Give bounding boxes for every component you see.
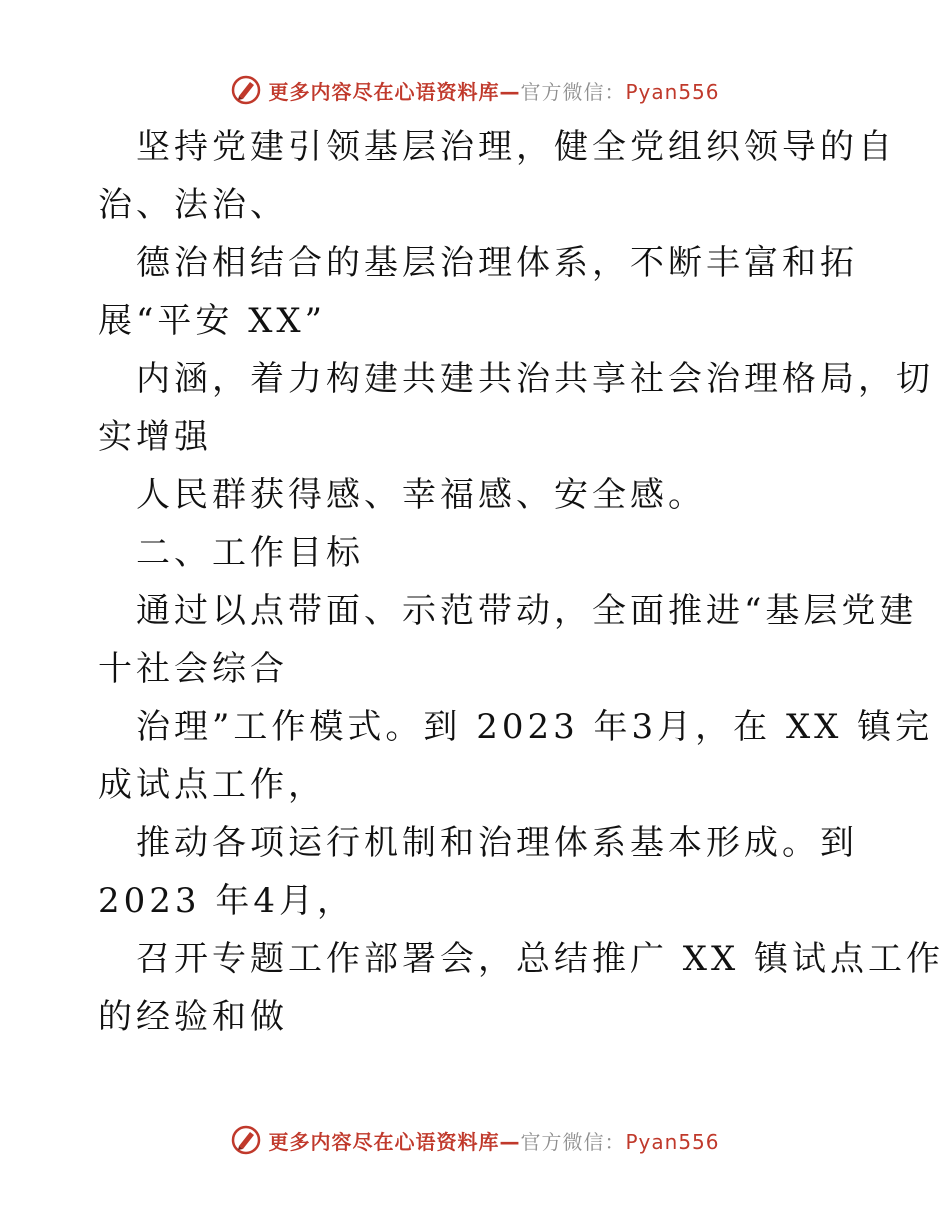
text-line: 十社会综合 <box>98 649 288 689</box>
text-line: 2023 年4月， <box>98 881 355 921</box>
banner-dash: — <box>499 79 521 104</box>
text-line: 的经验和做 <box>98 997 288 1037</box>
text-line: 通过以点带面、示范带动，全面推进“基层党建 <box>136 591 918 631</box>
text-line: 实增强 <box>98 417 212 457</box>
banner-wechat-label: 官方微信： <box>520 79 626 104</box>
text-line: 内涵，着力构建共建共治共享社会治理格局，切 <box>136 359 934 399</box>
banner-wechat-id: Pyan556 <box>625 1129 720 1154</box>
text-line: 德治相结合的基层治理体系，不断丰富和拓 <box>136 243 858 283</box>
section-heading: 二、工作目标 <box>136 533 364 573</box>
brand-logo-icon <box>230 1124 262 1156</box>
document-body <box>98 118 945 1046</box>
footer-watermark <box>0 1120 950 1160</box>
brand-logo-icon <box>230 74 262 106</box>
text-line: 推动各项运行机制和治理体系基本形成。到 <box>136 823 858 863</box>
banner-wechat-id: Pyan556 <box>625 79 720 104</box>
banner-site-name: 更多内容尽在心语资料库 <box>268 1129 500 1154</box>
text-line: 展“平安 XX” <box>98 301 326 341</box>
text-line: 治、法治、 <box>98 185 288 225</box>
text-line: 人民群获得感、幸福感、安全感。 <box>136 475 706 515</box>
banner-site-name: 更多内容尽在心语资料库 <box>268 79 500 104</box>
banner-dash: — <box>499 1129 521 1154</box>
banner-wechat-label: 官方微信： <box>520 1129 626 1154</box>
text-line: 治理”工作模式。到 2023 年3月，在 XX 镇完 <box>136 707 934 747</box>
text-line: 坚持党建引领基层治理，健全党组织领导的自 <box>136 127 896 167</box>
header-watermark <box>0 70 950 110</box>
text-line: 召开专题工作部署会，总结推广 XX 镇试点工作 <box>136 939 945 979</box>
text-line: 成试点工作， <box>98 765 326 805</box>
